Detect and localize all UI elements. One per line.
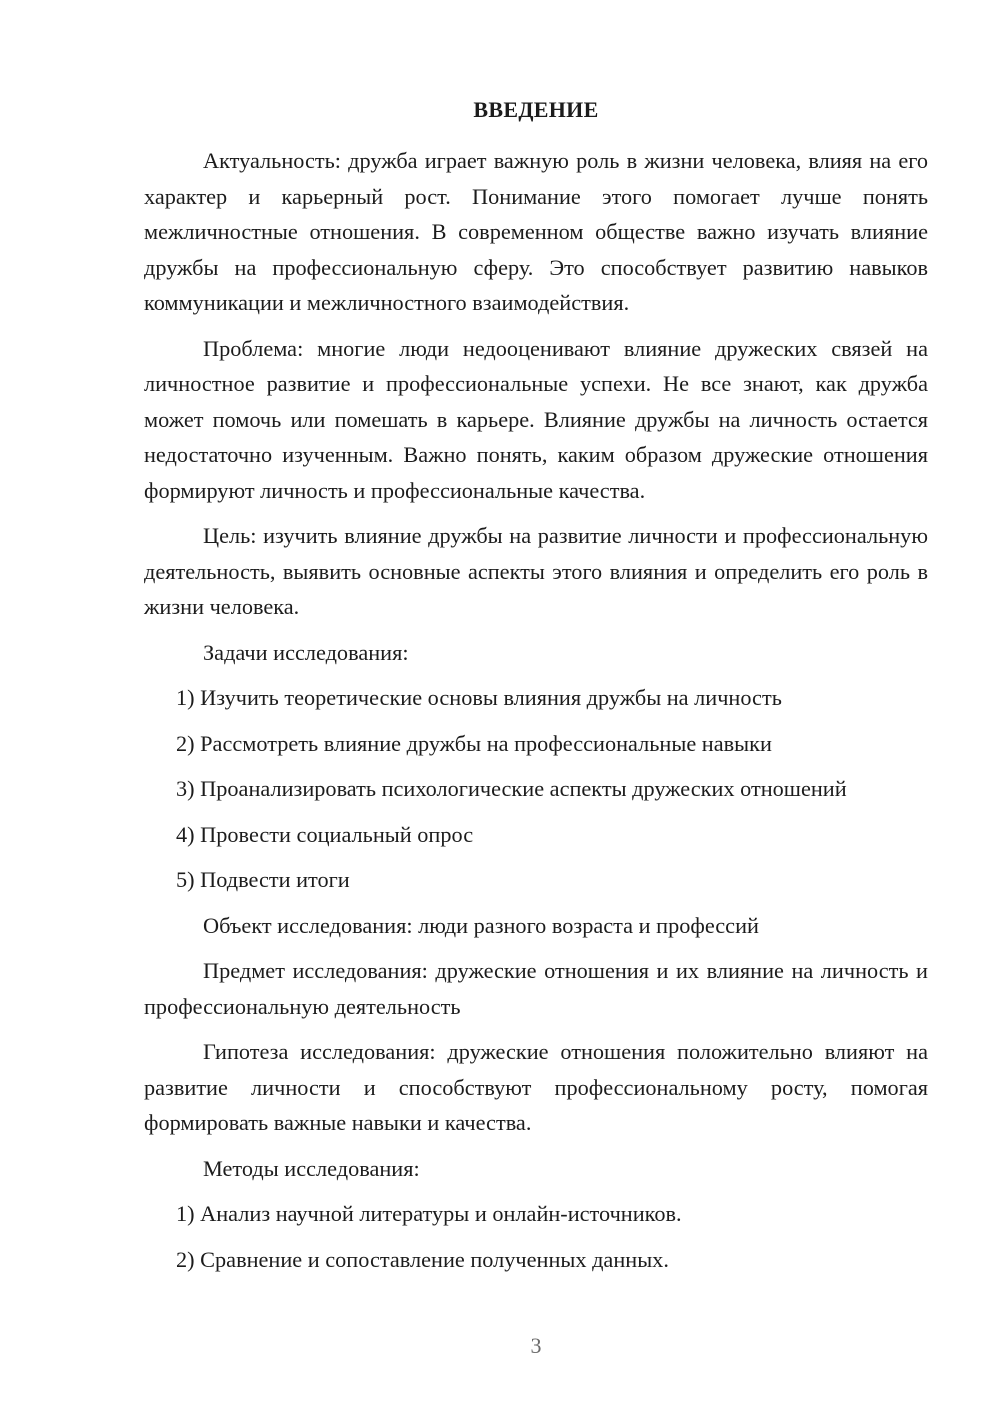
list-item: 5) Подвести итоги: [176, 867, 350, 892]
goal-paragraph: Цель: изучить влияние дружбы на развитие личности и профессиональную деятельность, выявить основные аспекты этого влияния и определить его роль в жизни человека.: [144, 523, 928, 619]
list-item: 1) Изучить теоретические основы влияния дружбы на личность: [176, 685, 782, 710]
list-item: 4) Провести социальный опрос: [176, 821, 474, 847]
page-title: ВВЕДЕНИЕ: [473, 97, 599, 122]
problem-paragraph: Проблема: многие люди недооценивают влияние дружеских связей на личностное развитие и профессиональные успехи. Не все знают, как дружба может помочь или помешать в карьере. Влияние дружбы на личность остается недостаточно изученным. Важно понять, каким образом дружеские отношения формируют личность и профессиональные качества.: [144, 335, 928, 503]
list-item: 2) Сравнение и сопоставление полученных данных.: [176, 1246, 669, 1272]
page-number: 3: [530, 1333, 542, 1358]
relevance-paragraph: Актуальность: дружба играет важную роль в жизни человека, влияя на его характер и карьерный рост. Понимание этого помогает лучше понять межличностные отношения. В современном обществе важно изучать влияние дружбы на профессиональную сферу. Это способствует развитию навыков коммуникации и межличностного взаимодействия.: [144, 148, 928, 315]
object-paragraph: Объект исследования: люди разного возраста и профессий: [203, 912, 759, 938]
tasks-heading: Задачи исследования:: [203, 639, 409, 665]
document-body: [144, 143, 928, 1287]
methods-heading: Методы исследования:: [203, 1155, 420, 1181]
hypothesis-paragraph: Гипотеза исследования: дружеские отношения положительно влияют на развитие личности и способствуют профессиональному росту, помогая формировать важные навыки и качества.: [144, 1039, 928, 1135]
list-item: 2) Рассмотреть влияние дружбы на профессиональные навыки: [176, 730, 772, 756]
tasks-list: [144, 680, 928, 898]
methods-list: [144, 1196, 928, 1277]
list-item: 3) Проанализировать психологические аспекты дружеских отношений: [176, 776, 847, 801]
subject-paragraph: Предмет исследования: дружеские отношения и их влияние на личность и профессиональную деятельность: [144, 958, 928, 1019]
list-item: 1) Анализ научной литературы и онлайн-источников.: [176, 1201, 682, 1226]
